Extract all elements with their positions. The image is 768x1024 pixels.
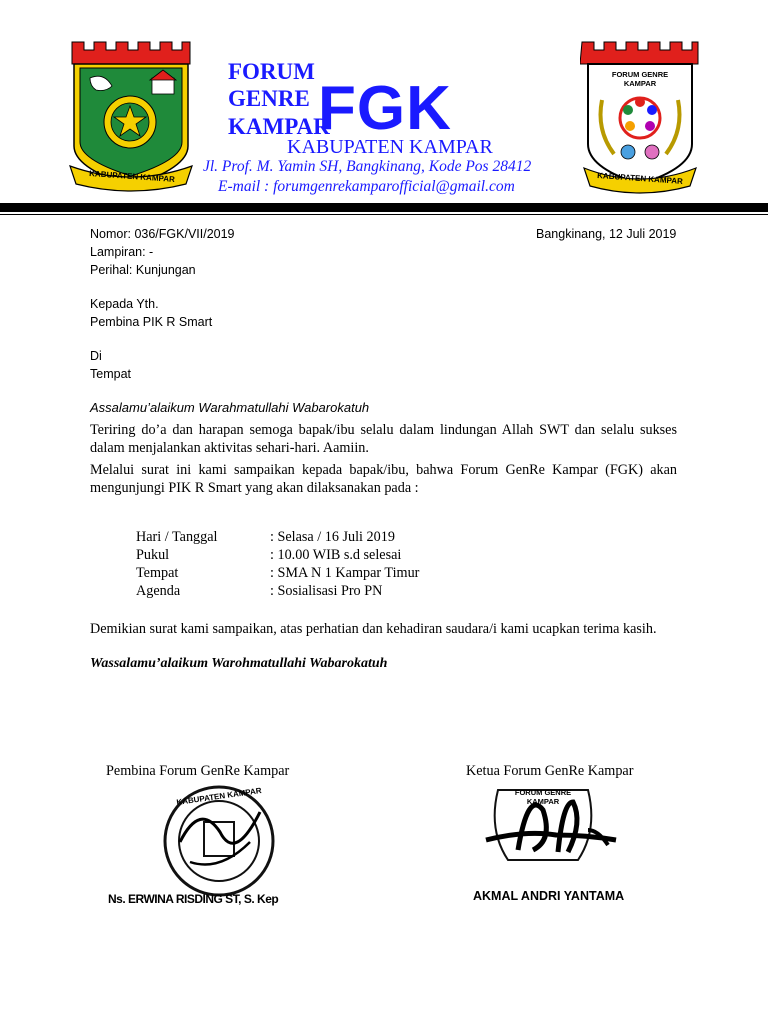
left-signatory-title: Pembina Forum GenRe Kampar	[106, 763, 290, 779]
agenda-value: : Selasa / 16 Juli 2019	[270, 529, 395, 545]
body-paragraph-3: Demikian surat kami sampaikan, atas perhatian dan kehadiran saudara/i kami ucapkan terima kasih.	[90, 621, 657, 637]
org-name-line3: KAMPAR	[228, 114, 330, 139]
letter-number: Nomor: 036/FGK/VII/2019	[90, 227, 235, 241]
recipient-place: Tempat	[90, 367, 131, 381]
right-signatory-title: Ketua Forum GenRe Kampar	[466, 763, 634, 779]
right-stamp-text: FORUM GENRE KAMPAR	[514, 788, 572, 806]
left-logo-ribbon-text: KABUPATEN KAMPAR	[88, 169, 176, 184]
letter-subject: Perihal: Kunjungan	[90, 263, 196, 277]
recipient-name: Pembina PIK R Smart	[90, 315, 213, 329]
right-logo-top-text: FORUM GENRE KAMPAR	[611, 70, 669, 88]
agenda-value: : 10.00 WIB s.d selesai	[270, 547, 402, 563]
agenda-value: : Sosialisasi Pro PN	[270, 583, 383, 599]
agenda-row	[136, 528, 536, 546]
agenda-label: Hari / Tanggal	[136, 529, 218, 545]
agenda-row	[136, 564, 536, 582]
agenda-value: : SMA N 1 Kampar Timur	[270, 565, 420, 581]
kampar-regency-logo	[68, 38, 194, 196]
left-signatory-name: Ns. ERWINA RISDING ST, S. Kep	[108, 892, 279, 906]
recipient-salutation: Kepada Yth.	[90, 297, 159, 311]
left-stamp-text: KABUPATEN KAMPAR	[175, 786, 263, 807]
agenda-row	[136, 546, 536, 564]
opening-greeting: Assalamu’alaikum Warahmatullahi Wabarokatuh	[90, 400, 370, 415]
header-divider	[0, 203, 768, 212]
header-divider-thin	[0, 214, 768, 215]
letter-attachment: Lampiran: -	[90, 245, 154, 259]
right-signatory-name: AKMAL ANDRI YANTAMA	[473, 889, 625, 903]
agenda-table	[136, 528, 536, 600]
body-paragraph-2: Melalui surat ini kami sampaikan kepada bapak/ibu, bahwa Forum GenRe Kampar (FGK) akan mengunjungi PIK R Smart yang akan dilaksanakan pada :	[90, 462, 677, 496]
right-official-stamp	[478, 780, 628, 880]
org-name-line2: GENRE	[228, 86, 310, 111]
agenda-label: Tempat	[136, 565, 179, 581]
agenda-label: Pukul	[136, 547, 170, 563]
letter-date: Bangkinang, 12 Juli 2019	[536, 227, 677, 241]
region-name: KABUPATEN KAMPAR	[287, 136, 493, 158]
body-paragraph-1: Teriring do’a dan harapan semoga bapak/ibu selalu dalam lindungan Allah SWT dan selalu sukses dalam menjalankan aktivitas sehari-hari. Aamiin.	[90, 422, 677, 456]
left-official-stamp	[160, 782, 278, 900]
recipient-di: Di	[90, 349, 102, 363]
email-line: E-mail : forumgenrekamparofficial@gmail.com	[218, 178, 515, 195]
agenda-label: Agenda	[136, 583, 181, 599]
address-line: Jl. Prof. M. Yamin SH, Bangkinang, Kode Pos 28412	[203, 158, 532, 175]
agenda-row	[136, 582, 536, 600]
org-name-line1: FORUM	[228, 59, 315, 84]
forum-genre-kampar-logo	[580, 40, 700, 196]
right-logo-ribbon-text: KABUPATEN KAMPAR	[596, 171, 684, 186]
closing-greeting: Wassalamu’alaikum Warohmatullahi Wabarokatuh	[90, 656, 388, 671]
org-abbreviation: FGK	[318, 74, 452, 143]
